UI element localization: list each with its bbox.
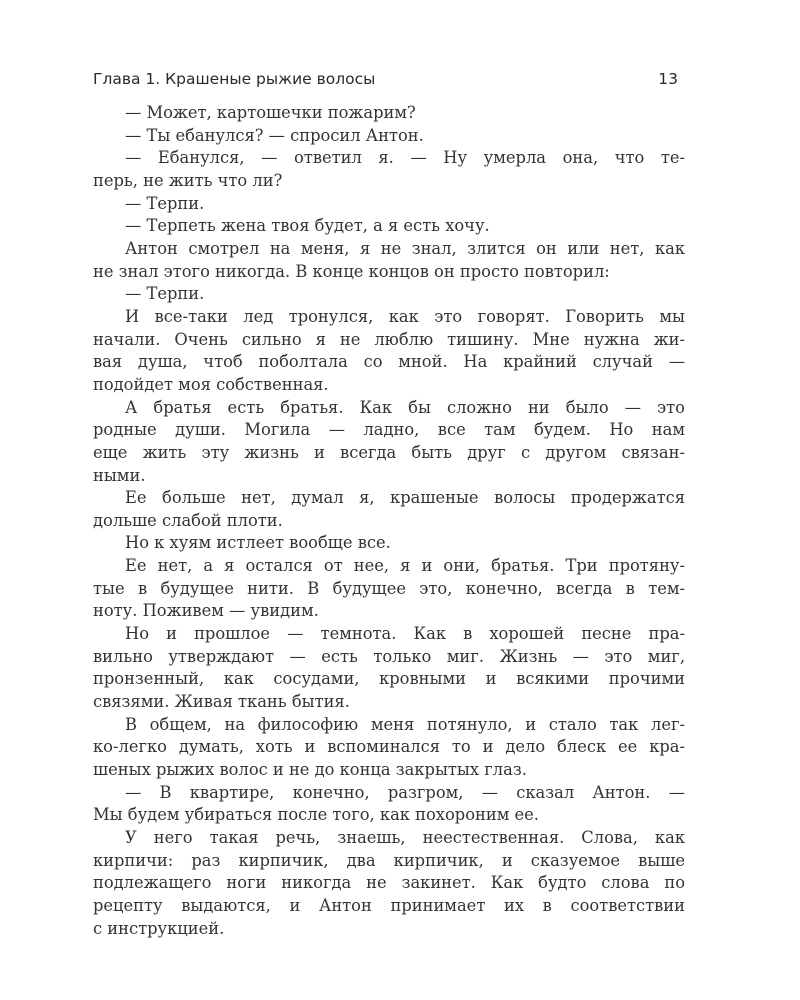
text-line: Ее больше нет, думал я, крашеные волосы продержатся [125, 488, 685, 508]
running-head [93, 70, 678, 94]
text-line: шеных рыжих волос и не до конца закрытых глаз. [93, 760, 527, 780]
text-line: пронзенный, как сосудами, кровными и всякими прочими [93, 669, 685, 689]
text-line: ноту. Поживем — увидим. [93, 601, 319, 621]
text-line: начали. Очень сильно я не люблю тишину. Мне нужна жи- [93, 329, 685, 349]
text-line: ными. [93, 465, 146, 485]
text-line: У него такая речь, знаешь, неестественная. Слова, как [125, 828, 685, 847]
text-line: Ее нет, а я остался от нее, я и они, братья. Три протяну- [125, 556, 685, 576]
text-line: тые в будущее нити. В будущее это, конечно, всегда в тем- [93, 578, 685, 598]
text-line: связями. Живая ткань бытия. [93, 692, 350, 712]
text-line: Но к хуям истлеет вообще все. [125, 533, 391, 553]
text-line: — Ебанулся, — ответил я. — Ну умерла она, что те- [125, 148, 685, 168]
text-line: еще жить эту жизнь и всегда быть друг с другом связан- [93, 442, 685, 462]
text-line: родные души. Могила — ладно, все там будем. Но нам [93, 420, 685, 440]
text-line: Антон смотрел на меня, я не знал, злится он или нет, как [125, 238, 685, 258]
text-line: подлежащего ноги никогда не закинет. Как будто слова по [93, 873, 685, 893]
text-line: вая душа, чтоб поболтала со мной. На крайний случай — [93, 352, 685, 372]
text-line: дольше слабой плоти. [93, 510, 283, 530]
text-line: Мы будем убираться после того, как похороним ее. [93, 805, 539, 825]
text-line: не знал этого никогда. В конце концов он просто повторил: [93, 261, 610, 281]
chapter-title: Глава 1. Крашеные рыжие волосы [93, 70, 376, 88]
text-line: вильно утверждают — есть только миг. Жизнь — это миг, [93, 646, 685, 666]
text-line: — В квартире, конечно, разгром, — сказал Антон. — [125, 782, 685, 802]
text-line: — Может, картошечки пожарим? [125, 103, 416, 122]
text-line: В общем, на философию меня потянуло, и стало так лег- [125, 714, 685, 734]
text-line: перь, не жить что ли? [93, 170, 283, 190]
text-line: — Терпеть жена твоя будет, а я есть хочу. [125, 216, 490, 236]
text-line: рецепту выдаются, и Антон принимает их в соответствии [93, 895, 685, 915]
text-line: кирпичи: раз кирпичик, два кирпичик, и сказуемое выше [93, 850, 685, 870]
text-line: — Терпи. [125, 284, 205, 304]
text-line: — Терпи. [125, 193, 205, 213]
text-line: подойдет моя собственная. [93, 374, 329, 394]
text-line: Но и прошлое — темнота. Как в хорошей песне пра- [125, 624, 685, 644]
text-line: — Ты ебанулся? — спросил Антон. [125, 125, 424, 145]
text-line: И все-таки лед тронулся, как это говорят. Говорить мы [125, 306, 685, 326]
text-line: с инструкцией. [93, 918, 225, 938]
text-line: ко-легко думать, хоть и вспоминался то и дело блеск ее кра- [93, 737, 685, 757]
page-number: 13 [658, 70, 678, 88]
body-text [93, 102, 685, 940]
text-line: А братья есть братья. Как бы сложно ни было — это [125, 397, 685, 417]
